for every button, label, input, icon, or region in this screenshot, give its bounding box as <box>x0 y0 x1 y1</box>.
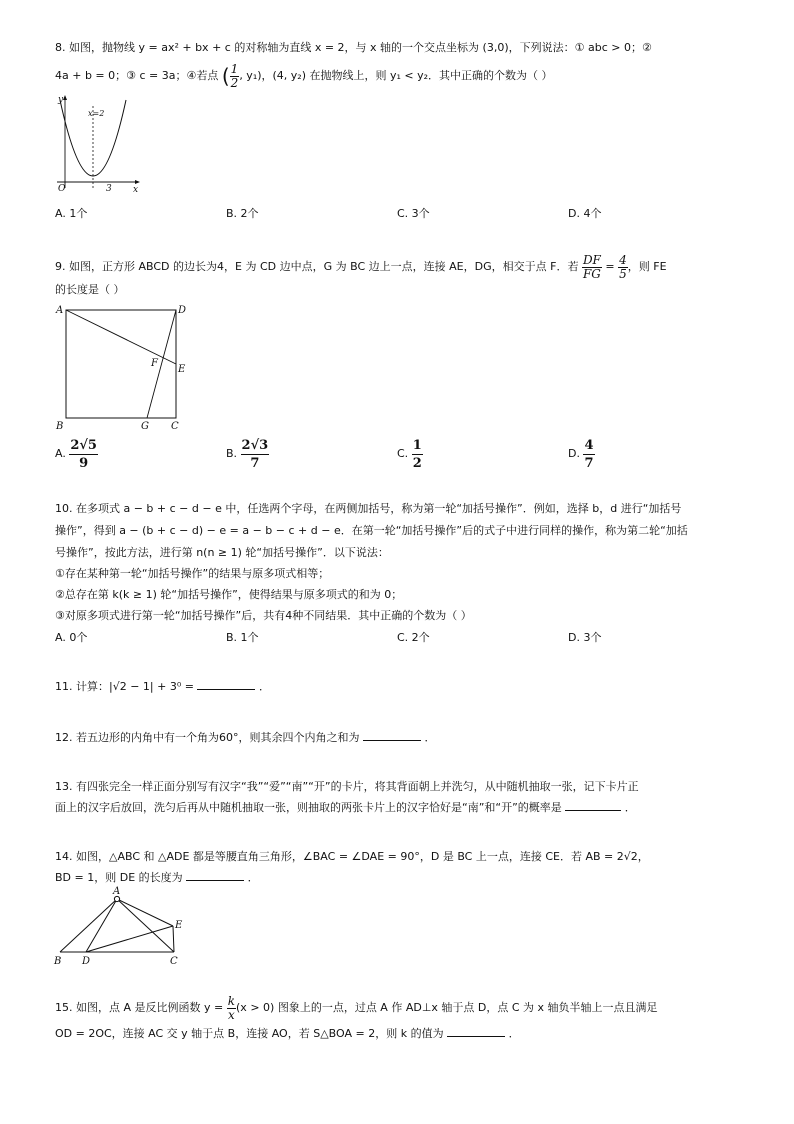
q14-triangle-figure <box>52 884 192 966</box>
q11-end: ． <box>258 680 270 693</box>
q9-line2: 的长度是（ ） <box>55 283 125 296</box>
q15-frac-den: x <box>227 1007 235 1022</box>
q8-origin-label: O <box>58 184 66 194</box>
q9-label-a: A <box>56 305 64 316</box>
q15-frac-num: k <box>227 993 236 1008</box>
q9-line1-c: ，则 FE <box>627 260 667 273</box>
q11 <box>55 680 270 694</box>
q14-label-e: E <box>175 920 183 931</box>
q9-option-c-den: 2 <box>412 455 422 471</box>
q15-line2-text: OD = 2OC，连接 AC 交 y 轴于点 B，连接 AO，若 S△BOA = 2，则 k 的值为 <box>55 1027 444 1040</box>
q14-answer-blank[interactable] <box>186 880 244 881</box>
q12-answer-blank[interactable] <box>363 740 421 741</box>
q14-label-b: B <box>54 956 62 966</box>
q9-frac2-num: 4 <box>619 252 627 267</box>
q10-statement-2: ②总存在第 k(k ≥ 1) 轮“加括号操作”，使得结果与原多项式的和为 0； <box>55 588 403 601</box>
q8-line2: 4a + b = 0；③ c = 3a；④若点 ( $\frac{1}{2}$ , y₁)，(4, y₂) 在抛物线上，则 y₁ < y₂．其中正确的个数为（ ） <box>55 61 553 90</box>
q14-line2 <box>55 871 259 885</box>
q9-label-g: G <box>141 421 149 432</box>
q9-option-b-label: B. <box>226 447 238 460</box>
q14-end: ． <box>247 871 259 884</box>
q9-option-a[interactable] <box>55 436 98 472</box>
q9-frac2-den: 5 <box>619 266 627 281</box>
q8-axis-y-label: y <box>58 95 64 105</box>
q14-label-c: C <box>170 956 178 966</box>
q10-option-d[interactable]: D. 3个 <box>568 631 602 644</box>
q14-label-d: D <box>82 956 91 966</box>
q11-text: 11. 计算：|√2 − 1| + 3⁰ = <box>55 680 194 693</box>
q8-option-b[interactable]: B. 2个 <box>226 207 259 220</box>
q10-line-2: 操作”，得到 a − (b + c − d) − e = a − b − c + d − e．在第一轮“加括号操作”后的式子中进行同样的操作，称为第二轮“加括 <box>55 524 688 537</box>
q9-option-b[interactable] <box>226 436 269 472</box>
q9-frac-den: FG <box>582 266 601 281</box>
q9-label-d: D <box>178 305 187 316</box>
q8-line1: 8. 如图，抛物线 y = ax² + bx + c 的对称轴为直线 x = 2，与 x 轴的一个交点坐标为 (3,0)，下列说法：① abc > 0；② <box>55 41 652 54</box>
q9-option-b-num: 2√3 <box>241 437 269 453</box>
q9-frac-num: DF <box>582 252 601 267</box>
q15-end: ． <box>508 1027 520 1040</box>
q15-line1-a: 15. 如图，点 A 是反比例函数 y = <box>55 1001 227 1014</box>
q15-line1-b: (x > 0) 图象上的一点，过点 A 作 AD⊥x 轴于点 D，点 C 为 x 轴负半轴上一点且满足 <box>236 1001 658 1014</box>
q12-text: 12. 若五边形的内角中有一个角为60°，则其余四个内角之和为 <box>55 731 360 744</box>
q13-answer-blank[interactable] <box>565 810 621 811</box>
q10-line-1: 10. 在多项式 a − b + c − d − e 中，任选两个字母，在两侧加括号，称为第一轮“加括号操作”．例如，选择 b，d 进行“加括号 <box>55 502 682 515</box>
q8-frac-num: 1 <box>230 61 239 76</box>
q9-option-d-label: D. <box>568 447 580 460</box>
q11-answer-blank[interactable] <box>197 689 255 690</box>
q15-answer-blank[interactable] <box>447 1036 505 1037</box>
q12-end: ． <box>424 731 436 744</box>
q9-option-c[interactable] <box>397 436 423 472</box>
q13-line1: 13. 有四张完全一样正面分别写有汉字“我”“爱”“南”“开”的卡片，将其背面朝上并洗匀，从中随机抽取一张，记下卡片正 <box>55 780 639 793</box>
q8-axis-x-label: x <box>133 185 139 194</box>
q14-line1: 14. 如图，△ABC 和 △ADE 都是等腰直角三角形，∠BAC = ∠DAE = 90°，D 是 BC 上一点，连接 CE．若 AB = 2√2， <box>55 850 649 863</box>
q9-option-b-den: 7 <box>250 455 260 471</box>
q9-label-e: E <box>178 364 186 375</box>
q14-line2-text: BD = 1，则 DE 的长度为 <box>55 871 183 884</box>
q9-label-b: B <box>56 421 64 432</box>
q10-statement-1: ①存在某种第一轮“加括号操作”的结果与原多项式相等； <box>55 567 330 580</box>
q9-label-f: F <box>151 358 158 369</box>
q10-line-3: 号操作”，按此方法，进行第 n(n ≥ 1) 轮“加括号操作”．以下说法： <box>55 546 389 559</box>
q12 <box>55 731 436 745</box>
q10-statement-3: ③对原多项式进行第一轮“加括号操作”后，共有4种不同结果．其中正确的个数为（ ） <box>55 609 472 622</box>
q9-option-a-num: 2√5 <box>70 437 97 453</box>
q9-label-c: C <box>171 421 179 432</box>
q13-line2 <box>55 801 636 815</box>
q9-line1 <box>55 253 667 281</box>
q14-label-a: A <box>113 886 121 897</box>
q8-symmetry-label: x=2 <box>88 109 105 118</box>
q9-option-d[interactable] <box>568 436 595 472</box>
q8-option-a[interactable]: A. 1个 <box>55 207 88 220</box>
q8-line2-b: , y₁)，(4, y₂) 在抛物线上，则 y₁ < y₂．其中正确的个数为（ ） <box>239 69 553 82</box>
q9-line1-b: = <box>601 260 619 273</box>
q13-end: ． <box>624 801 636 814</box>
q15-line1 <box>55 994 658 1022</box>
q9-option-d-num: 4 <box>584 437 594 453</box>
q10-option-a[interactable]: A. 0个 <box>55 631 88 644</box>
q10-option-c[interactable]: C. 2个 <box>397 631 430 644</box>
q9-option-d-den: 7 <box>584 455 594 471</box>
q8-root-label: 3 <box>106 184 112 194</box>
q9-option-a-label: A. <box>55 447 66 460</box>
q8-line2-a: 4a + b = 0；③ c = 3a；④若点 <box>55 69 222 82</box>
q8-parabola-graph <box>55 92 145 194</box>
q10-option-b[interactable]: B. 1个 <box>226 631 259 644</box>
q8-option-d[interactable]: D. 4个 <box>568 207 602 220</box>
q8-frac-den: 2 <box>230 75 239 90</box>
q15-line2 <box>55 1027 520 1041</box>
q8-option-c[interactable]: C. 3个 <box>397 207 430 220</box>
q9-line1-a: 9. 如图，正方形 ABCD 的边长为4，E 为 CD 边中点，G 为 BC 边上一点，连接 AE，DG，相交于点 F．若 <box>55 260 582 273</box>
q9-square-figure <box>52 300 192 432</box>
q9-option-c-num: 1 <box>412 437 422 453</box>
q9-option-c-label: C. <box>397 447 409 460</box>
q13-line2-text: 面上的汉字后放回，洗匀后再从中随机抽取一张，则抽取的两张卡片上的汉字恰好是“南”和“开”的概率是 <box>55 801 562 814</box>
q9-option-a-den: 9 <box>79 455 89 471</box>
